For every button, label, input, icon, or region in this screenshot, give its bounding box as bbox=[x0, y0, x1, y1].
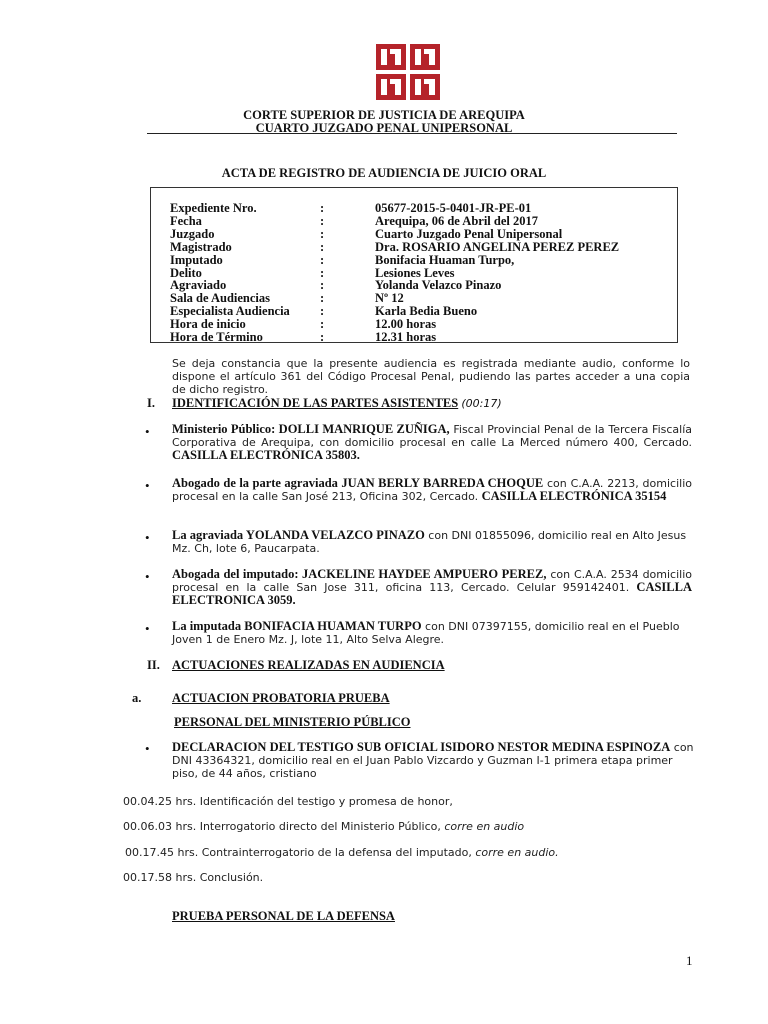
case-field-label: Magistrado bbox=[170, 239, 232, 254]
section-1-numeral: I. bbox=[147, 396, 155, 410]
case-field-label: Agraviado bbox=[170, 278, 227, 293]
case-field-value: Cuarto Juzgado Penal Unipersonal bbox=[375, 226, 563, 241]
case-field-value: Lesiones Leves bbox=[375, 265, 455, 280]
section-2-numeral: II. bbox=[147, 658, 160, 672]
case-field-separator: : bbox=[320, 252, 325, 267]
section-1-time: (00:17) bbox=[461, 397, 502, 410]
case-field-label: Juzgado bbox=[170, 226, 215, 241]
party-agraviada-lawyer: Abogado de la parte agraviada JUAN BERLY BARREDA CHOQUE con C.A.A. 2213, domicilio procesal en la calle San José 213, Oficina 302, Cercado. CASILLA ELECTRÓNICA 35154 bbox=[172, 476, 692, 503]
case-field-value: 05677-2015-5-0401-JR-PE-01 bbox=[375, 201, 532, 215]
case-field-separator: : bbox=[320, 213, 325, 228]
intro-paragraph: Se deja constancia que la presente audiencia es registrada mediante audio, conforme lo dispone el artículo 361 del Código Procesal Penal, pudiendo las partes acceder a una copia de dicho registro. bbox=[172, 357, 690, 396]
judiciary-logo bbox=[374, 42, 442, 102]
witness-entry: DECLARACION DEL TESTIGO SUB OFICIAL ISIDORO NESTOR MEDINA ESPINOZA con DNI 43364321, domicilio real en el Juan Pablo Vizcardo y Guzman I-1 primera etapa primer piso, de 44 años, cristiano bbox=[172, 740, 694, 780]
case-field-label: Hora de inicio bbox=[170, 317, 246, 332]
section-2-title: ACTUACIONES REALIZADAS EN AUDIENCIA bbox=[172, 658, 445, 672]
bullet: • bbox=[145, 569, 150, 584]
court-name: CORTE SUPERIOR DE JUSTICIA DE AREQUIPA bbox=[243, 108, 525, 122]
case-field-value: Bonifacia Huaman Turpo, bbox=[375, 252, 515, 267]
case-field-separator: : bbox=[320, 330, 325, 344]
case-field-value: Nº 12 bbox=[375, 291, 404, 306]
header-rule bbox=[147, 133, 677, 134]
page-number: 1 bbox=[686, 953, 693, 968]
case-field-separator: : bbox=[320, 226, 325, 241]
section-1-heading bbox=[172, 396, 502, 411]
case-field-separator: : bbox=[320, 201, 325, 215]
subsection-a-title: ACTUACION PROBATORIA PRUEBA bbox=[172, 691, 390, 705]
case-field-separator: : bbox=[320, 304, 325, 319]
case-field-label: Sala de Audiencias bbox=[170, 291, 271, 306]
bullet: • bbox=[145, 530, 150, 545]
case-field-value: Dra. ROSARIO ANGELINA PEREZ PEREZ bbox=[375, 239, 620, 254]
case-field-separator: : bbox=[320, 291, 325, 306]
case-field-label: Imputado bbox=[170, 252, 223, 267]
case-field-value: 12.31 horas bbox=[375, 330, 437, 344]
defense-title: PRUEBA PERSONAL DE LA DEFENSA bbox=[172, 909, 395, 923]
case-field-label: Fecha bbox=[170, 213, 202, 228]
case-field-label: Expediente Nro. bbox=[170, 201, 257, 215]
case-field-separator: : bbox=[320, 278, 325, 293]
timeline-entry: 00.17.45 hrs. Contrainterrogatorio de la defensa del imputado, corre en audio. bbox=[125, 846, 559, 859]
court-unit: CUARTO JUZGADO PENAL UNIPERSONAL bbox=[255, 121, 513, 135]
case-field-label: Especialista Audiencia bbox=[170, 304, 290, 319]
case-field-label: Delito bbox=[170, 265, 202, 280]
personal-mp-title: PERSONAL DEL MINISTERIO PÚBLICO bbox=[174, 715, 411, 729]
case-field-separator: : bbox=[320, 317, 325, 332]
party-defense-lawyer: Abogada del imputado: JACKELINE HAYDEE AMPUERO PEREZ, con C.A.A. 2534 domicilio procesal en la calle San Jose 311, oficina 113, Cercado. Celular 959142401. CASILLA ELECTRONICA 3059. bbox=[172, 567, 692, 607]
case-field-separator: : bbox=[320, 265, 325, 280]
subsection-a-letter: a. bbox=[132, 691, 142, 705]
case-field-value: Yolanda Velazco Pinazo bbox=[375, 278, 502, 293]
party-agraviada: La agraviada YOLANDA VELAZCO PINAZO con DNI 01855096, domicilio real en Alto Jesus Mz. Ch, lote 6, Paucarpata. bbox=[172, 528, 687, 555]
bullet: • bbox=[145, 741, 150, 756]
act-title: ACTA DE REGISTRO DE AUDIENCIA DE JUICIO ORAL bbox=[221, 166, 547, 180]
case-field-label: Hora de Término bbox=[170, 330, 263, 344]
party-fiscal: Ministerio Público: DOLLI MANRIQUE ZUÑIGA, Fiscal Provincial Penal de la Tercera Fiscalía Corporativa de Arequipa, con domicilio procesal en calle La Merced número 400, Cercado. CASILLA ELECTRÓNICA 35803. bbox=[172, 422, 692, 462]
case-field-value: Arequipa, 06 de Abril del 2017 bbox=[375, 213, 538, 228]
timeline-entry: 00.06.03 hrs. Interrogatorio directo del Ministerio Público, corre en audio bbox=[123, 820, 525, 833]
bullet: • bbox=[145, 621, 150, 636]
timeline-entry: 00.17.58 hrs. Conclusión. bbox=[123, 871, 264, 884]
timeline-entry: 00.04.25 hrs. Identificación del testigo y promesa de honor, bbox=[123, 795, 453, 808]
case-field-separator: : bbox=[320, 239, 325, 254]
bullet: • bbox=[145, 478, 150, 493]
party-imputada: La imputada BONIFACIA HUAMAN TURPO con DNI 07397155, domicilio real en el Pueblo Joven 1 de Enero Mz. J, lote 11, Alto Selva Alegre. bbox=[172, 619, 680, 646]
section-1-title: IDENTIFICACIÓN DE LAS PARTES ASISTENTES bbox=[172, 396, 459, 410]
bullet: • bbox=[145, 424, 150, 439]
case-field-value: 12.00 horas bbox=[375, 317, 437, 332]
case-field-value: Karla Bedia Bueno bbox=[375, 304, 478, 319]
